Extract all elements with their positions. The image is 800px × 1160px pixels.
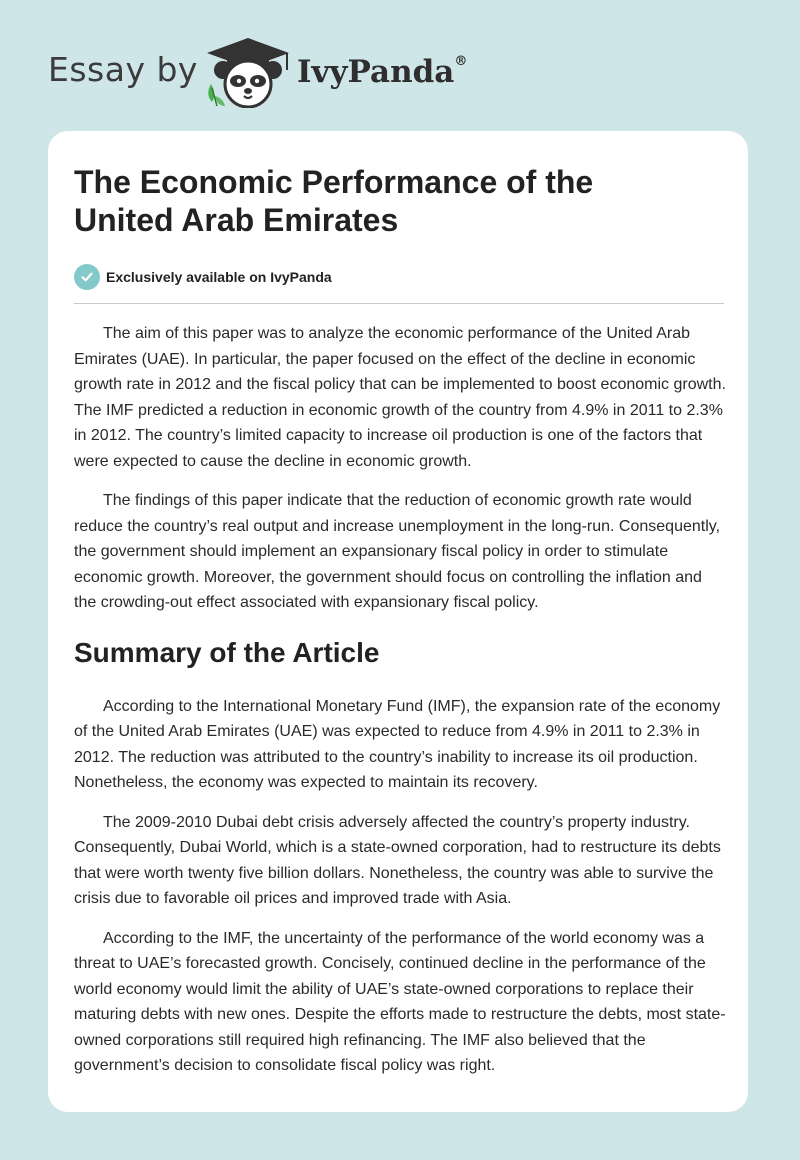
- section-heading: Summary of the Article: [74, 636, 380, 668]
- panda-graduate-icon: [203, 36, 293, 108]
- divider: [74, 303, 724, 304]
- paragraph: According to the IMF, the uncertainty of the performance of the world economy was a threat to UAE’s forecasted growth. Concisely, continued decline in the performance of the world economy would limit the ability of UAE’s state-owned corporations to replace their maturing debts with new ones. Despite the efforts made to restructure the debts, most state-owned corporations still required high refinancing. The IMF also believed that the government’s decision to consolidate fiscal policy was right.: [74, 929, 726, 1074]
- article-body: [74, 321, 726, 1093]
- page-title: The Economic Performance of the United Arab Emirates: [74, 164, 594, 238]
- exclusive-badge: [74, 264, 332, 290]
- paragraph: The 2009-2010 Dubai debt crisis adversely affected the country’s property industry. Consequently, Dubai World, which is a state-owned corporation, had to restructure its debts that were worth twenty five billion dollars. Nonetheless, the country was able to survive the crisis due to favorable oil prices and improved trade with Asia.: [74, 813, 721, 907]
- paragraph: According to the International Monetary Fund (IMF), the expansion rate of the economy of the United Arab Emirates (UAE) was expected to reduce from 4.9% in 2011 to 2.3% in 2012. The reduction was attributed to the country’s inability to increase its oil production. Nonetheless, the economy was expected to maintain its recovery.: [74, 697, 721, 791]
- site-header: [0, 0, 800, 120]
- check-icon: [74, 264, 100, 290]
- exclusive-label: Exclusively available on IvyPanda: [106, 269, 332, 285]
- essay-card: [48, 131, 748, 1112]
- paragraph: The aim of this paper was to analyze the economic performance of the United Arab Emirates (UAE). In particular, the paper focused on the effect of the decline in economic growth rate in 2012 and the fiscal policy that can be implemented to boost economic growth. The IMF predicted a reduction in economic growth of the country from 4.9% in 2011 to 2.3% in 2012. The country’s limited capacity to increase oil production is one of the factors that were expected to cause the decline in economic growth.: [74, 325, 726, 470]
- essay-by-label: Essay by: [48, 50, 198, 89]
- brand-logo-text[interactable]: IvyPanda®: [297, 53, 468, 90]
- paragraph: The findings of this paper indicate that the reduction of economic growth rate would reduce the country’s real output and increase unemployment in the long-run. Consequently, the government should implement an expansionary fiscal policy in order to stimulate economic growth. Moreover, the government should focus on controlling the inflation and the crowding-out effect associated with expansionary fiscal policy.: [74, 492, 721, 611]
